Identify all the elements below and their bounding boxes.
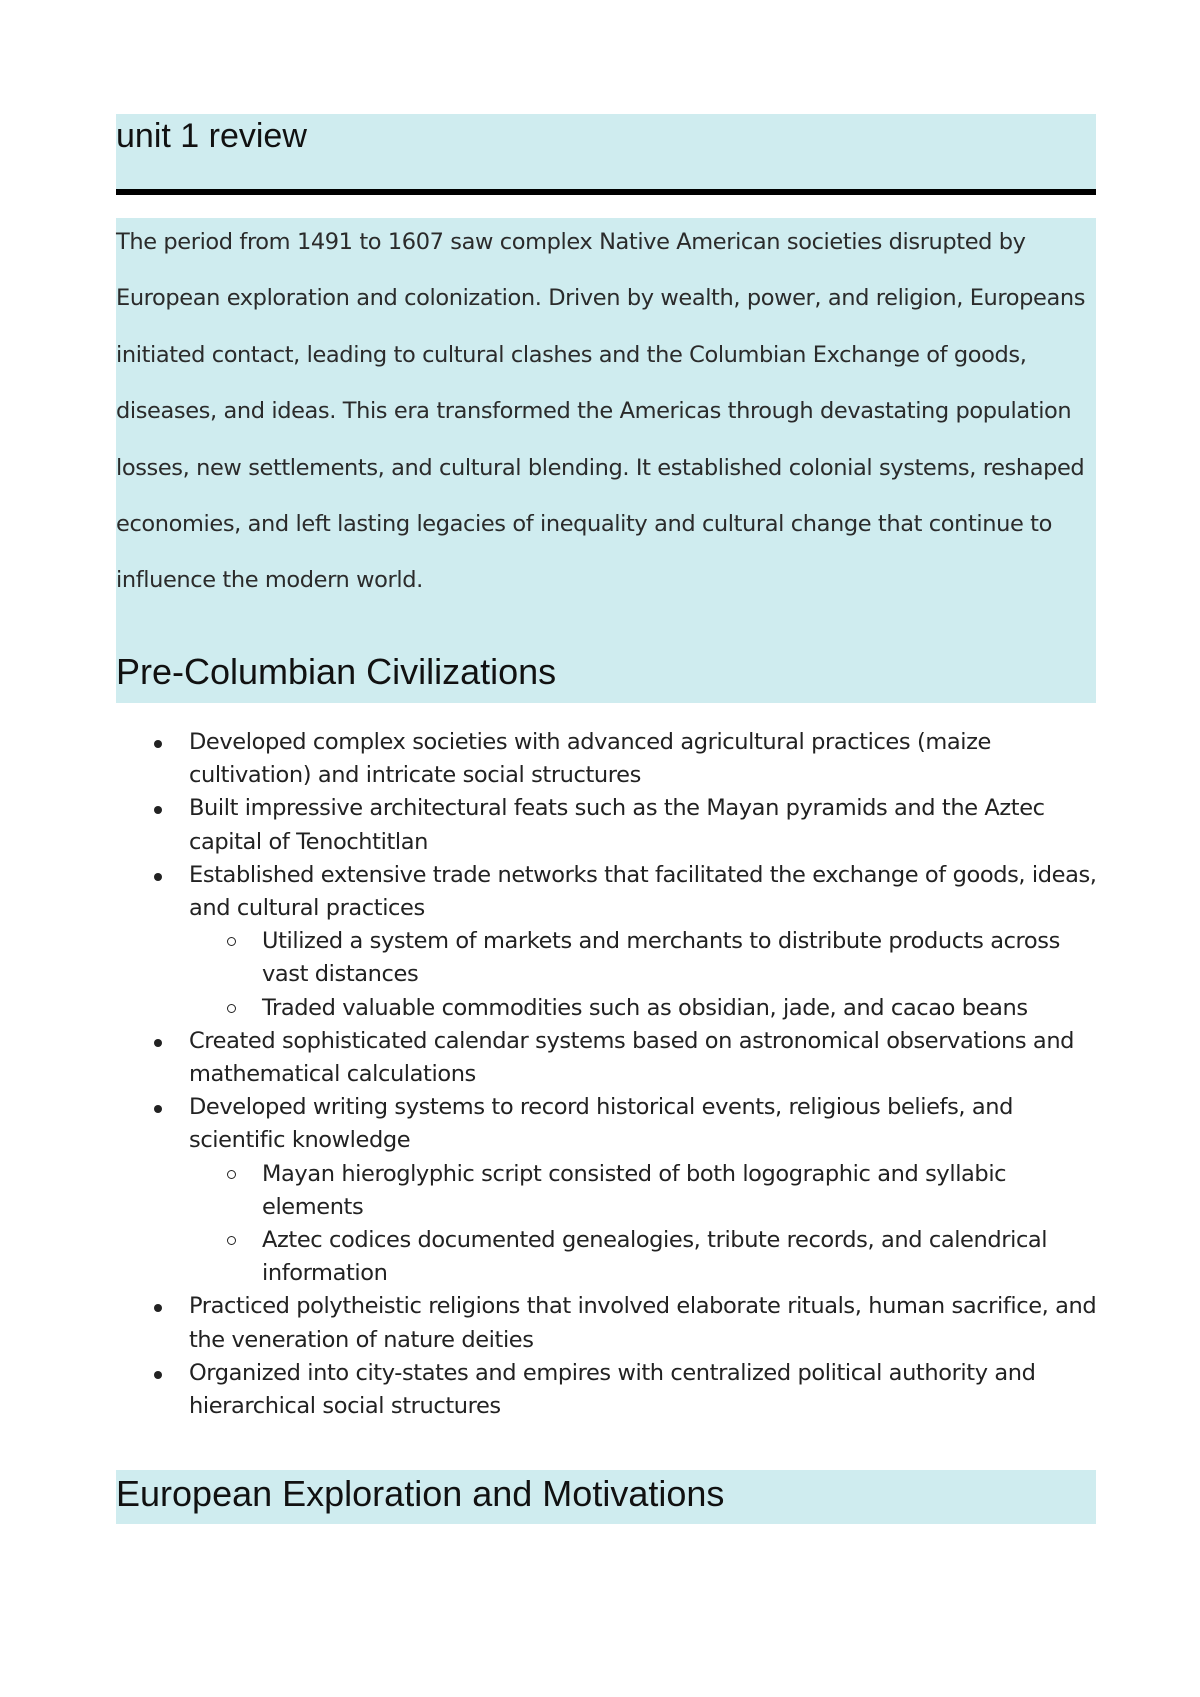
list-item-text: Established extensive trade networks that facilitated the exchange of goods, ideas, and cultural practices [189, 861, 1097, 922]
bullet-icon [154, 873, 162, 881]
list-item-text: Developed writing systems to record historical events, religious beliefs, and scientific knowledge [189, 1094, 1014, 1154]
hollow-bullet-icon [227, 1236, 236, 1245]
bullet-icon [154, 1039, 162, 1047]
list-item-text: Practiced polytheistic religions that involved elaborate rituals, human sacrifice, and the veneration of nature deities [189, 1293, 1097, 1353]
list-item-text: Built impressive architectural feats such as the Mayan pyramids and the Aztec capital of Tenochtitlan [189, 795, 1045, 855]
list-item-text: Created sophisticated calendar systems based on astronomical observations and mathematical calculations [189, 1027, 1075, 1088]
section-heading-pre-columbian: Pre-Columbian Civilizations [116, 651, 557, 692]
list-item [116, 792, 1106, 858]
hollow-bullet-icon [227, 1004, 236, 1013]
pre-columbian-bullet-list [116, 726, 1106, 1423]
list-item [116, 859, 1106, 925]
list-item [116, 1025, 1106, 1091]
intro-paragraph: The period from 1491 to 1607 saw complex Native American societies disrupted by European exploration and colonization. Driven by wealth, power, and religion, Europeans initiated contact, leading to cultural clashes and the Columbian Exchange of goods, diseases, and ideas. This era transformed the Americas through devastating population losses, new settlements, and cultural blending. It established colonial systems, reshaped economies, and left lasting legacies of inequality and cultural change that continue to influence the modern world. [116, 229, 1086, 594]
hollow-bullet-icon [227, 937, 236, 946]
sub-list-item [116, 1158, 1106, 1224]
list-item [116, 726, 1106, 792]
bullet-icon [154, 1105, 162, 1113]
list-item-text: Mayan hieroglyphic script consisted of both logographic and syllabic elements [262, 1160, 1007, 1220]
bullet-icon [154, 740, 162, 748]
sub-list-item [116, 925, 1106, 991]
list-item-text: Organized into city-states and empires with centralized political authority and hierarchical social structures [189, 1359, 1036, 1420]
title-underline-rule [116, 189, 1096, 195]
document-title: unit 1 review [116, 117, 307, 155]
list-item [116, 1357, 1106, 1423]
list-item-text: Traded valuable commodities such as obsidian, jade, and cacao beans [262, 994, 1028, 1021]
section-heading-european-exploration: European Exploration and Motivations [116, 1473, 725, 1514]
bullet-icon [154, 806, 162, 814]
hollow-bullet-icon [227, 1170, 236, 1179]
sub-list-item [116, 992, 1106, 1025]
list-item-text: Developed complex societies with advanced agricultural practices (maize cultivation) and intricate social structures [189, 729, 991, 789]
sub-list-item [116, 1224, 1106, 1290]
list-item-text: Aztec codices documented genealogies, tribute records, and calendrical information [262, 1227, 1048, 1287]
bullet-icon [154, 1304, 162, 1312]
list-item [116, 1091, 1106, 1157]
list-item-text: Utilized a system of markets and merchants to distribute products across vast distances [262, 928, 1060, 988]
bullet-icon [154, 1371, 162, 1379]
list-item [116, 1290, 1106, 1356]
